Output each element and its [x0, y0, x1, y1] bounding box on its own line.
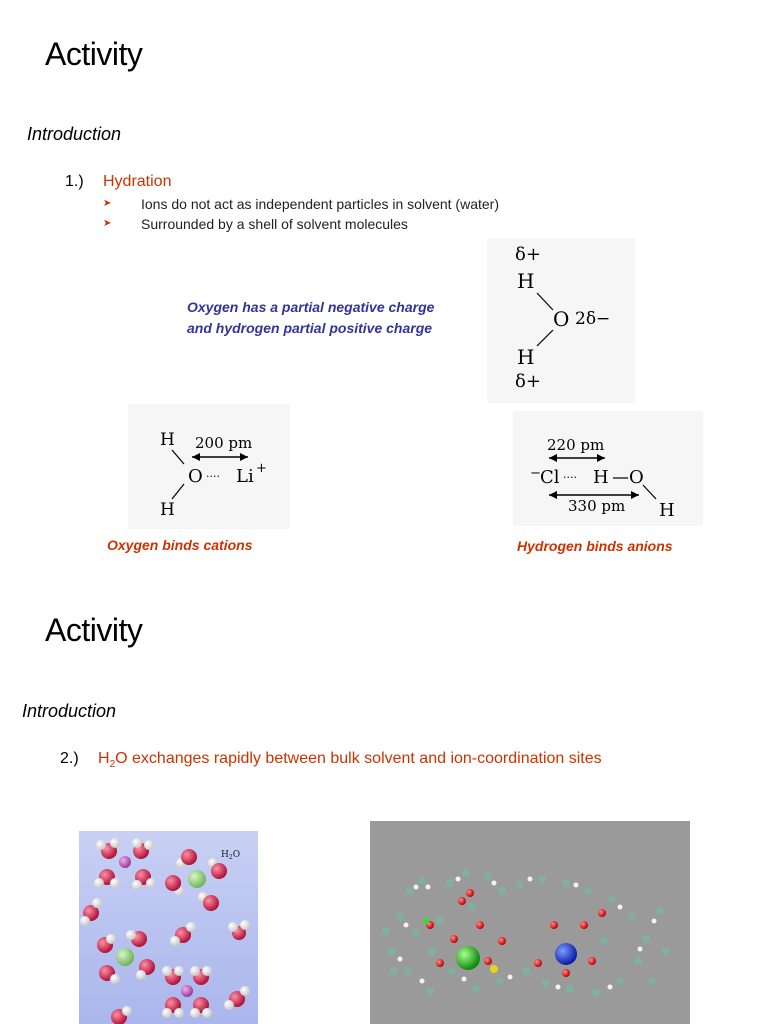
- anion-h-bottom: H: [659, 500, 675, 521]
- anion-charge: −: [530, 466, 541, 481]
- anion-distance-bottom: 330 pm: [568, 497, 626, 515]
- anion-distance-top: 220 pm: [547, 436, 605, 454]
- anion-chlorine: Cl: [540, 467, 560, 488]
- anion-dots: ····: [563, 471, 577, 484]
- cation-caption: Oxygen binds cations: [107, 537, 253, 553]
- anion-hydrogen: H: [593, 467, 609, 488]
- anion-binding-diagram: [513, 411, 703, 526]
- oxygen-atom: O: [553, 307, 570, 331]
- water-molecule-diagram: [487, 238, 635, 403]
- point2-h: H: [98, 750, 110, 767]
- point1-title: Hydration: [103, 173, 172, 190]
- water-note-line2: and hydrogen partial positive charge: [187, 320, 433, 336]
- slide2-intro-heading: Introduction: [22, 701, 117, 721]
- bullet-text: Ions do not act as independent particles in solvent (water): [141, 196, 499, 212]
- point2-text: O exchanges rapidly between bulk solvent and ion-coordination sites: [115, 750, 602, 767]
- slide1-title: Activity: [45, 36, 143, 72]
- cation-dots: ····: [206, 470, 220, 483]
- bullet-text: Surrounded by a shell of solvent molecules: [141, 216, 408, 232]
- arrowhead-bullet-icon: ➤: [103, 198, 112, 209]
- cation-oxygen: O: [188, 466, 203, 487]
- anion-oxygen: O: [629, 467, 644, 488]
- cation-lithium: Li: [236, 466, 254, 487]
- ion-hydration-illustration: [79, 831, 258, 1024]
- cation-h-top: H: [160, 430, 175, 450]
- cation-h-bottom: H: [160, 500, 175, 520]
- h2o-label: $H_2O$: [221, 850, 241, 861]
- h-bottom-charge: δ+: [515, 371, 541, 392]
- oxygen-charge: 2δ−: [575, 309, 611, 329]
- hydrated-ions-graphic: [79, 831, 258, 1024]
- water-molecule-icon: [94, 838, 156, 890]
- cation-binding-diagram: [128, 404, 290, 529]
- h-top-atom: H: [517, 269, 535, 293]
- h-top-charge: δ+: [515, 244, 541, 265]
- sodium-ion-icon: [456, 946, 480, 970]
- slide1-intro-heading: Introduction: [27, 124, 122, 144]
- water-charge-note: [187, 297, 434, 339]
- point2-number: 2.): [60, 750, 79, 767]
- water-note-line1: Oxygen has a partial negative charge: [187, 299, 435, 315]
- chloride-ion-icon: [555, 943, 577, 965]
- point1-number: 1.): [65, 173, 84, 190]
- point2-title: [98, 750, 602, 770]
- h-bottom-atom: H: [517, 345, 535, 369]
- cation-distance-label: 200 pm: [195, 434, 253, 452]
- slide2-title: Activity: [45, 612, 143, 648]
- arrowhead-bullet-icon: ➤: [103, 218, 112, 229]
- simulation-graphic: [370, 821, 690, 1024]
- anion-caption: Hydrogen binds anions: [517, 538, 673, 554]
- point2-subscript: 2: [109, 759, 116, 771]
- cation-charge: +: [256, 461, 267, 476]
- molecular-dynamics-illustration: [370, 821, 690, 1024]
